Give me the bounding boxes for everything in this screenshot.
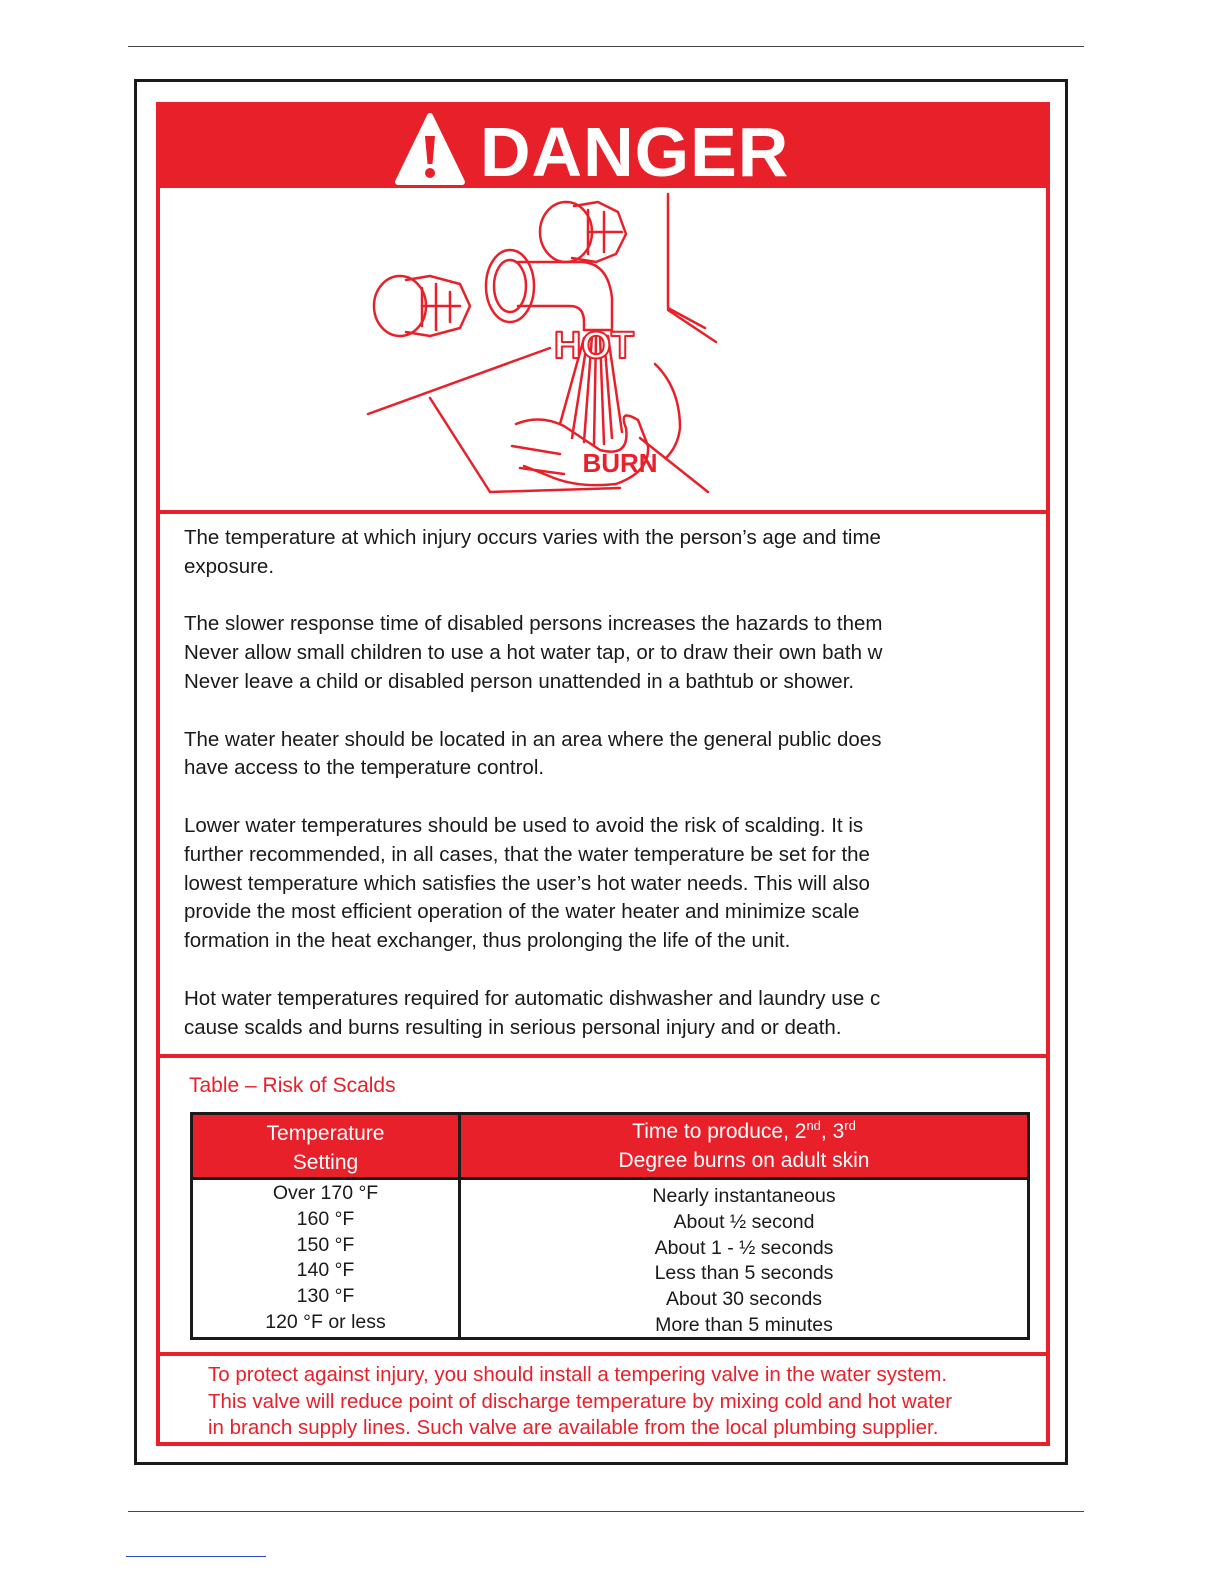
tempering-valve-notice: To protect against injury, you should install a tempering valve in the water system. This valve will reduce point of discharge temperature by mixing cold and hot water in branch supply lines. Such valve are available from the local plumbing supplier.	[208, 1363, 953, 1439]
table-cell-time: Less than 5 seconds	[654, 1262, 834, 1285]
table-cell-temperature: 150 °F	[296, 1233, 355, 1256]
table-cell-time: About 1 - ½ seconds	[654, 1236, 834, 1259]
divider-footer	[160, 1352, 1046, 1356]
paragraph-disabled-children: The slower response time of disabled persons increases the hazards to them Never allow small children to use a hot water tap, or to draw their own bath w Never leave a child or disabled person unattended in a bathtub or shower.	[184, 612, 883, 693]
header-temperature-setting: Temperature Setting	[266, 1122, 385, 1174]
table-cell-time: Nearly instantaneous	[652, 1185, 836, 1207]
table-cell-time: More than 5 minutes	[655, 1313, 833, 1336]
risk-of-scalds-table	[190, 1112, 1030, 1340]
table-cell-time: About 30 seconds	[665, 1288, 823, 1311]
temperature-column	[193, 1181, 458, 1336]
table-cell-time: About ½ second	[673, 1210, 815, 1233]
paragraph-location: The water heater should be located in an area where the general public does have access to the temperature control.	[184, 727, 882, 780]
table-cell-temperature: 130 °F	[296, 1285, 355, 1308]
burn-time-column	[461, 1184, 1027, 1339]
table-title: Table – Risk of Scalds	[189, 1074, 396, 1097]
scald-illustration	[160, 188, 1046, 510]
paragraph-lower-temperatures: Lower water temperatures should be used to avoid the risk of scalding. It is further recommended, in all cases, that the water temperature be set for the lowest temperature which satisfies the user’s hot water needs. This will also provide the most efficient operation of the water heater and minimize scale formation in the heat exchanger, thus prolonging the life of the unit.	[184, 813, 870, 953]
warning-paragraphs	[184, 524, 974, 1071]
hot-label: HOT	[553, 325, 635, 367]
warning-triangle-icon	[394, 110, 466, 186]
table-cell-temperature: Over 170 °F	[272, 1182, 379, 1204]
footer-rule	[128, 1511, 1084, 1512]
paragraph-age-exposure: The temperature at which injury occurs varies with the person’s age and time exposure.	[184, 526, 881, 578]
danger-header	[160, 106, 1046, 191]
divider-table	[160, 1054, 1046, 1058]
header-time-to-burn: Time to produce, 2nd, 3rd Degree burns on adult skin	[618, 1118, 870, 1172]
table-cell-temperature: 120 °F or less	[265, 1310, 386, 1333]
header-rule	[128, 46, 1084, 47]
divider-illustration	[160, 510, 1046, 514]
table-cell-temperature: 160 °F	[296, 1207, 355, 1230]
danger-title: DANGER	[480, 113, 790, 191]
burn-label: BURN	[582, 448, 658, 478]
table-cell-temperature: 140 °F	[296, 1259, 355, 1282]
paragraph-dishwasher: Hot water temperatures required for automatic dishwasher and laundry use c cause scalds and burns resulting in serious personal injury and or death.	[184, 986, 881, 1039]
danger-sign	[156, 102, 1050, 1446]
footer-link-underline	[126, 1556, 266, 1557]
